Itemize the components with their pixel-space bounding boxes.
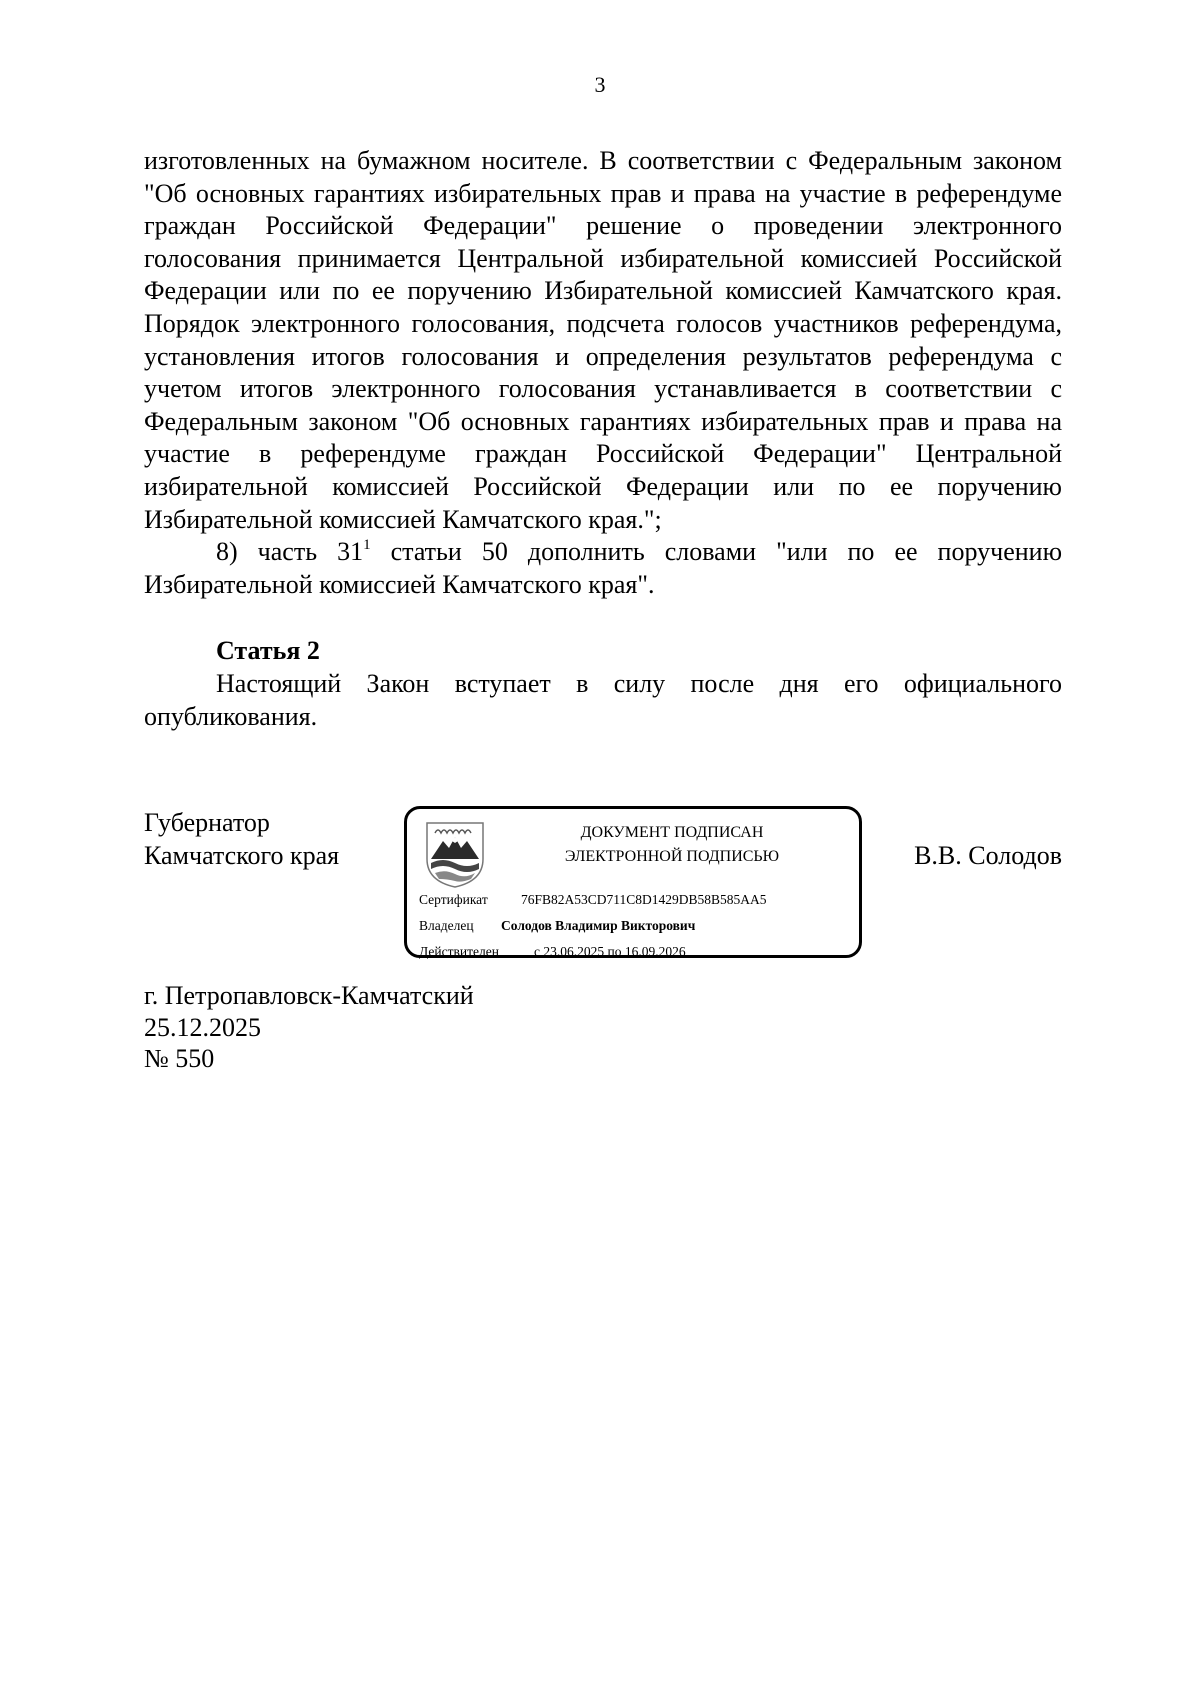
position-line-1: Губернатор xyxy=(144,808,270,837)
item-8-text-start: 8) часть 31 xyxy=(216,537,364,567)
paragraph-continuation: изготовленных на бумажном носителе. В соответствии с Федеральным законом "Об основных гарантиях избирательных прав и права на участие в референдуме граждан Российской Федерации" решение о проведении электронного голосования принимается Центральной избирательной комиссией Российской Федерации или по ее поручению Избирательной комиссией Камчатского края. Порядок электронного голосования, подсчета голосов участников референдума, установления итогов голосования и определения результатов референдума с учетом итогов электронного голосования устанавливается в соответствии с Федеральным законом "Об основных гарантиях избирательных прав и права на участие в референдуме граждан Российской Федерации" Центральной избирательной комиссией Российской Федерации или по ее поручению Избирательной комиссией Камчатского края."; xyxy=(144,146,1062,534)
stamp-row-certificate xyxy=(419,887,859,913)
certificate-label: Сертификат xyxy=(419,892,488,907)
place-date-number xyxy=(144,980,474,1075)
validity-label: Действителен xyxy=(419,944,499,959)
stamp-row-validity xyxy=(419,939,859,965)
superscript-index: 1 xyxy=(363,537,371,554)
paragraph-article-2: Настоящий Закон вступает в силу после дня его официального опубликования. xyxy=(144,668,1062,731)
owner-label: Владелец xyxy=(419,918,474,933)
stamp-row-owner xyxy=(419,913,859,939)
certificate-value: 76FB82A53CD711C8D1429DB58B585AA5 xyxy=(521,892,767,907)
signatory-position xyxy=(144,806,339,872)
kamchatka-coat-of-arms-icon xyxy=(421,819,489,889)
owner-value: Солодов Владимир Викторович xyxy=(501,918,696,933)
item-8-text-end: статьи 50 дополнить словами "или по ее поручению Избирательной комиссией Камчатского края". xyxy=(144,537,1062,599)
page-number: 3 xyxy=(594,72,606,97)
stamp-title-line-1: ДОКУМЕНТ ПОДПИСАН xyxy=(580,824,764,841)
signatory-name: В.В. Солодов xyxy=(914,841,1062,870)
paragraph-item-8 xyxy=(144,536,1062,601)
law-number: № 550 xyxy=(144,1044,215,1073)
validity-value: с 23.06.2025 по 16.09.2026 xyxy=(534,944,686,959)
electronic-signature-stamp xyxy=(404,806,862,958)
position-line-2: Камчатского края xyxy=(144,841,340,870)
law-date: 25.12.2025 xyxy=(144,1012,261,1042)
place-of-signing: г. Петропавловск-Камчатский xyxy=(144,981,474,1010)
stamp-title xyxy=(527,821,817,869)
article-heading: Статья 2 xyxy=(216,636,320,666)
law-body xyxy=(144,145,1062,733)
stamp-details xyxy=(419,887,859,965)
stamp-title-line-2: ЭЛЕКТРОННОЙ ПОДПИСЬЮ xyxy=(564,848,780,865)
